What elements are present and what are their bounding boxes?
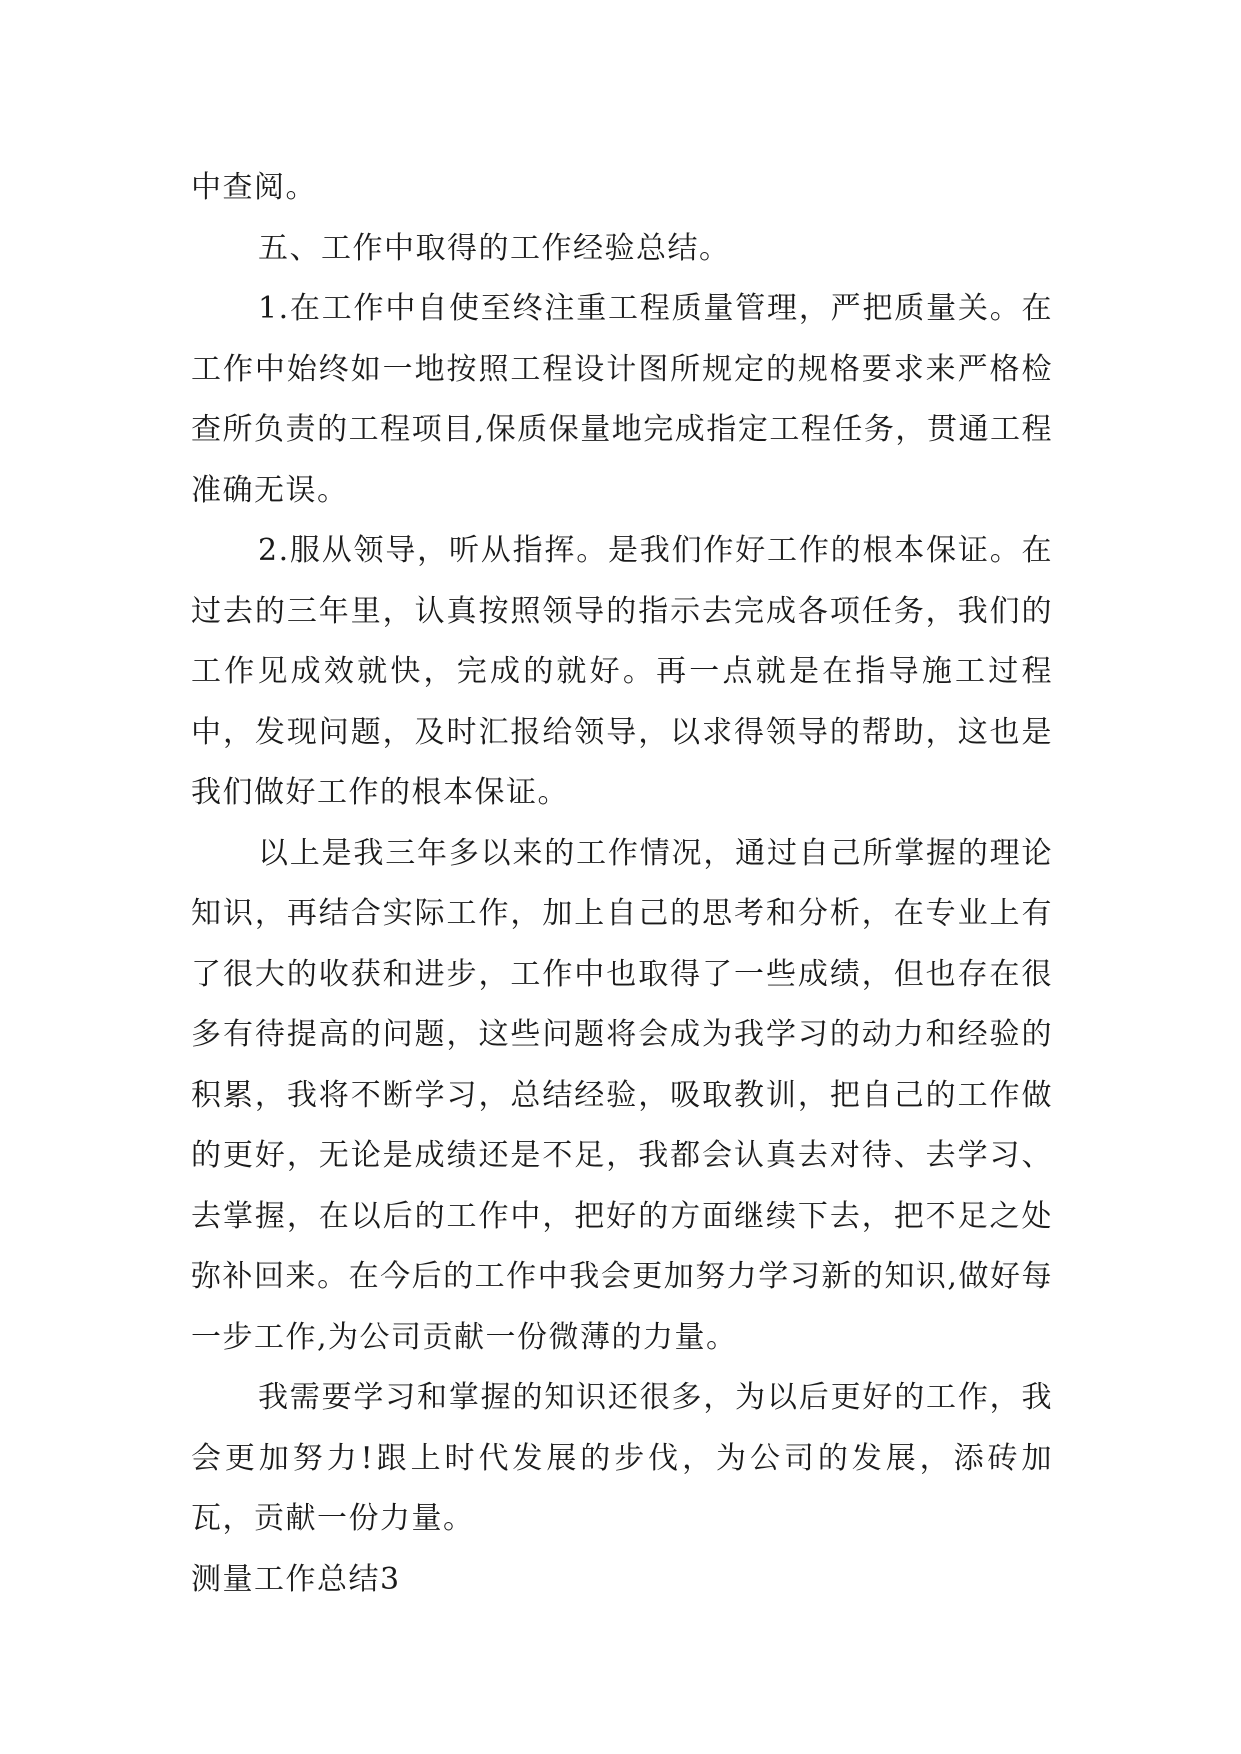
section-heading-five: 五、工作中取得的工作经验总结。 <box>258 230 731 266</box>
paragraph-summary: 以上是我三年多以来的工作情况，通过自己所掌握的理论知识，再结合实际工作，加上自己的思考和分析，在专业上有了很大的收获和进步，工作中也取得了一些成绩，但也存在很多有待提高的问题，这些问题将会成为我学习的动力和经验的积累，我将不断学习，总结经验，吸取教训，把自己的工作做的更好，无论是成绩还是不足，我都会认真去对待、去学习、去掌握，在以后的工作中，把好的方面继续下去，把不足之处弥补回来。在今后的工作中我会更加努力学习新的知识,做好每一步工作,为公司贡献一份微薄的力量。 <box>191 835 1053 1355</box>
paragraph-continuation: 中查阅。 <box>191 170 317 205</box>
paragraph-item-2: 2.服从领导，听从指挥。是我们作好工作的根本保证。在过去的三年里，认真按照领导的指示去完成各项任务，我们的工作见成效就快，完成的就好。再一点就是在指导施工过程中，发现问题，及时汇报给领导，以求得领导的帮助，这也是我们做好工作的根本保证。 <box>191 533 1053 810</box>
document-body <box>191 158 1053 1610</box>
paragraph-item-1: 1.在工作中自使至终注重工程质量管理，严把质量关。在工作中始终如一地按照工程设计图所规定的规格要求来严格检查所负责的工程项目,保质保量地完成指定工程任务，贯通工程准确无误。 <box>191 291 1053 508</box>
next-section-title: 测量工作总结3 <box>191 1561 401 1597</box>
paragraph-closing: 我需要学习和掌握的知识还很多，为以后更好的工作，我会更加努力!跟上时代发展的步伐，为公司的发展，添砖加瓦，贡献一份力量。 <box>191 1380 1053 1536</box>
